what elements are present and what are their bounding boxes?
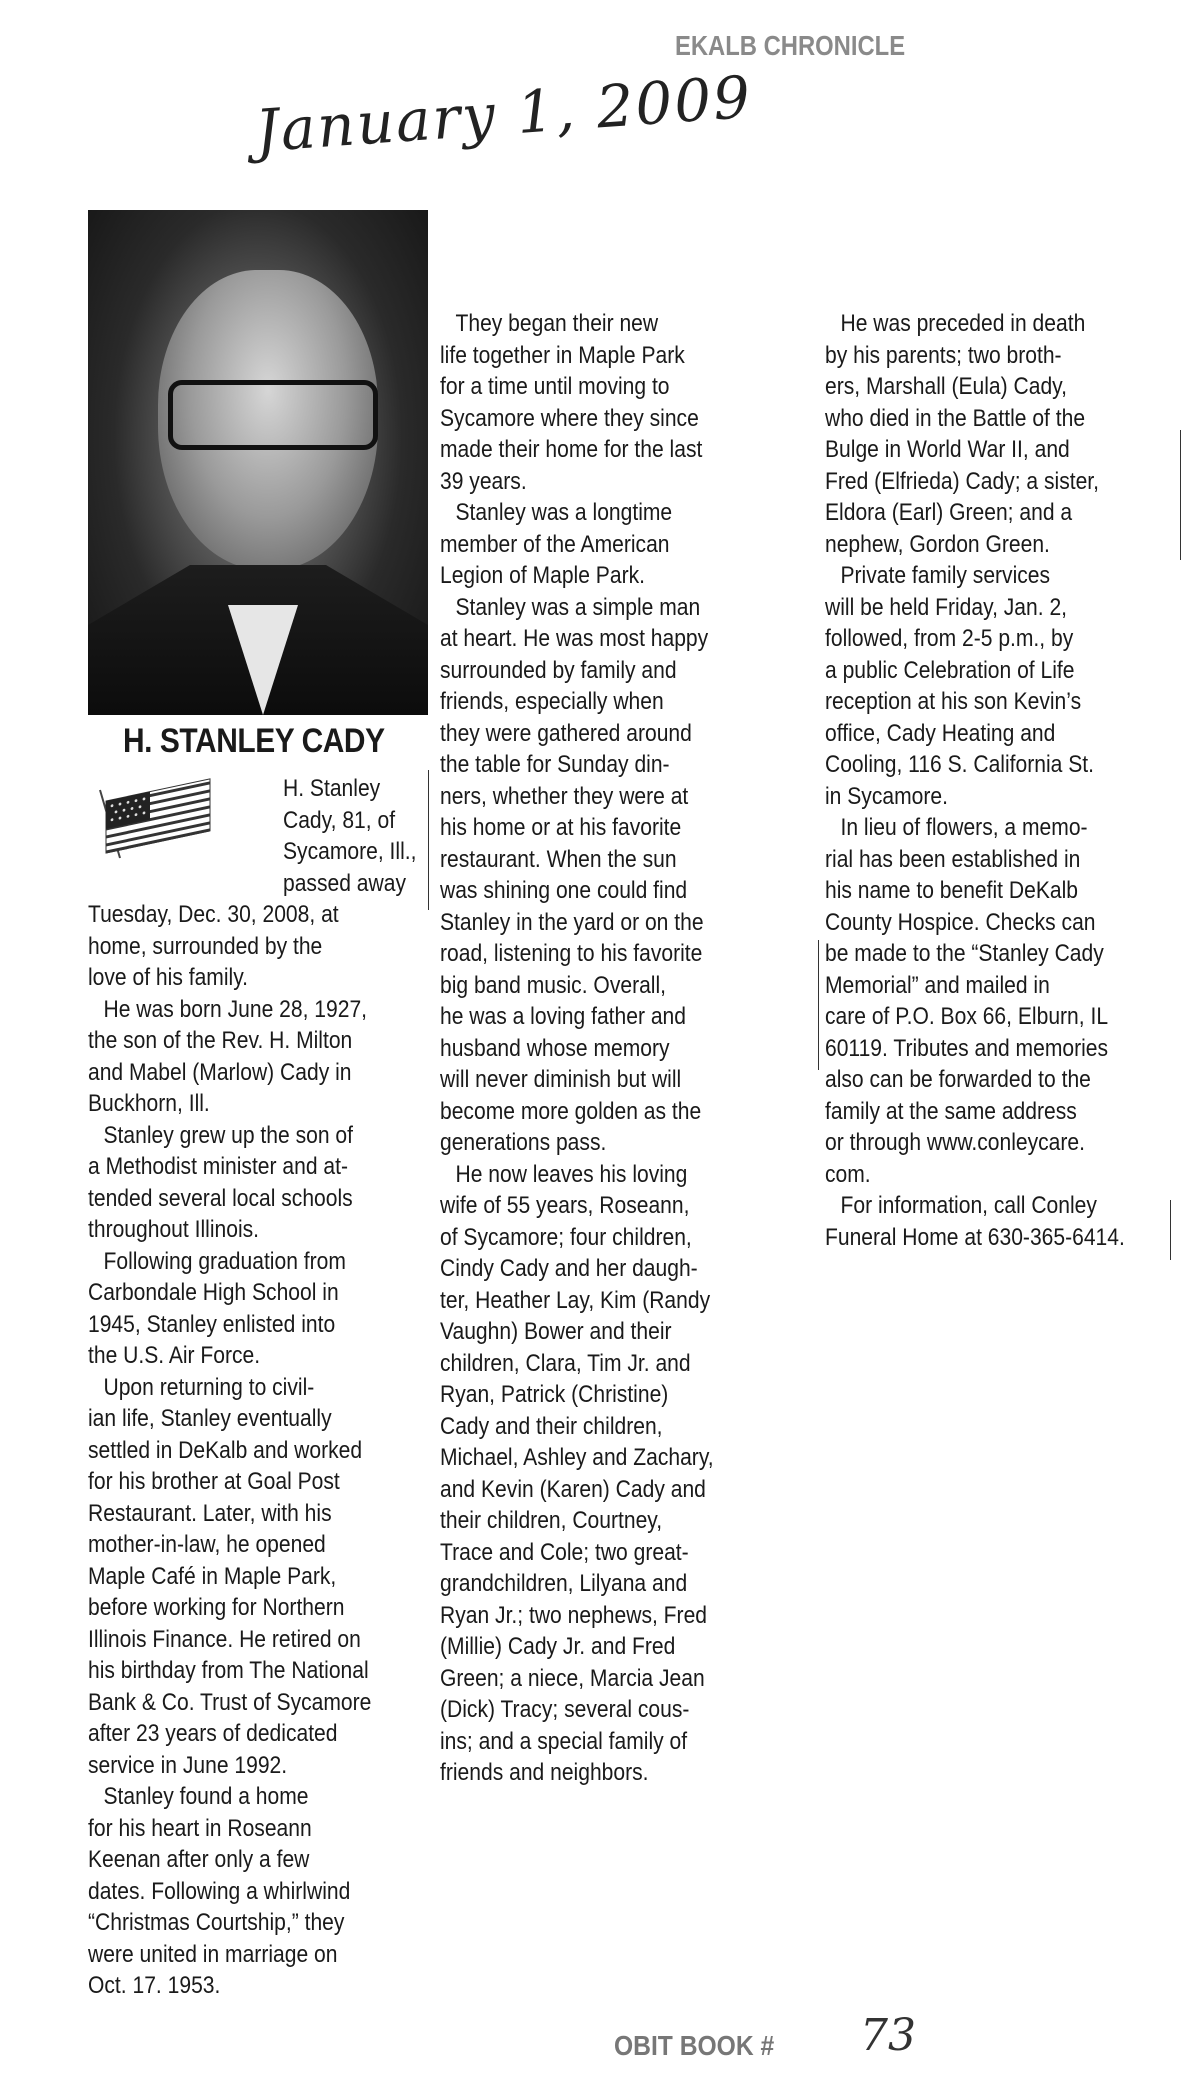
text-line: at heart. He was most happy: [440, 625, 709, 652]
text-line: 39 years.: [440, 467, 527, 495]
text-line: husband whose memory: [440, 1034, 670, 1062]
column-divider: [428, 770, 429, 910]
obit-book-label: OBIT BOOK #: [614, 2030, 775, 2061]
text-line: grandchildren, Lilyana and: [440, 1570, 688, 1597]
text-line: Ryan, Patrick (Christine): [440, 1381, 669, 1408]
column-divider: [1180, 430, 1181, 560]
text-line: settled in DeKalb and worked: [88, 1436, 363, 1464]
text-line: Memorial” and mailed in: [825, 971, 1050, 999]
text-line: throughout Illinois.: [88, 1216, 260, 1243]
text-line: For information, call Conley: [840, 1192, 1097, 1219]
text-line: and Kevin (Karen) Cady and: [440, 1475, 706, 1503]
column-1-beside-flag: [283, 773, 416, 899]
obit-book-number: 73: [860, 2010, 916, 2061]
text-line: 1945, Stanley enlisted into: [88, 1310, 336, 1338]
text-line: care of P.O. Box 66, Elburn, IL: [825, 1003, 1109, 1030]
text-line: made their home for the last: [440, 436, 703, 463]
text-line: Maple Café in Maple Park,: [88, 1562, 337, 1590]
text-line: a Methodist minister and at-: [88, 1153, 348, 1180]
text-line: be made to the “Stanley Cady: [825, 940, 1104, 967]
text-line: Cady and their children,: [440, 1412, 663, 1440]
text-line: Michael, Ashley and Zachary,: [440, 1444, 714, 1471]
column-3: [825, 308, 1125, 1253]
text-line: or through www.conleycare.: [825, 1129, 1086, 1156]
text-line: Stanley was a simple man: [455, 593, 701, 621]
text-line: Following graduation from: [103, 1247, 346, 1275]
text-line: followed, from 2-5 p.m., by: [825, 625, 1074, 652]
text-line: Cooling, 116 S. California St.: [825, 751, 1094, 778]
text-line: Carbondale High School in: [88, 1279, 339, 1306]
text-line: Stanley in the yard or on the: [440, 908, 704, 936]
text-line: surrounded by family and: [440, 656, 677, 684]
text-line: Cady, 81, of: [283, 806, 396, 834]
text-line: County Hospice. Checks can: [825, 908, 1096, 936]
text-line: nephew, Gordon Green.: [825, 530, 1050, 558]
text-line: Legion of Maple Park.: [440, 562, 645, 589]
photo-glasses: [168, 380, 378, 450]
text-line: Illinois Finance. He retired on: [88, 1625, 361, 1653]
text-line: Restaurant. Later, with his: [88, 1499, 332, 1527]
text-line: He now leaves his loving: [455, 1160, 688, 1188]
text-line: Bulge in World War II, and: [825, 436, 1070, 463]
text-line: ins; and a special family of: [440, 1727, 688, 1755]
text-line: member of the American: [440, 530, 670, 558]
text-line: he was a loving father and: [440, 1003, 686, 1030]
text-line: after 23 years of dedicated: [88, 1720, 338, 1747]
text-line: friends, especially when: [440, 688, 664, 715]
text-line: big band music. Overall,: [440, 971, 667, 999]
text-line: (Dick) Tracy; several cous-: [440, 1696, 690, 1723]
text-line: reception at his son Kevin’s: [825, 688, 1082, 715]
text-line: also can be forwarded to the: [825, 1066, 1091, 1093]
text-line: rial has been established in: [825, 845, 1081, 873]
text-line: life together in Maple Park: [440, 341, 685, 369]
text-line: Stanley was a longtime: [455, 499, 673, 526]
text-line: tended several local schools: [88, 1184, 353, 1212]
text-line: who died in the Battle of the: [825, 404, 1086, 432]
text-line: in Sycamore.: [825, 782, 948, 810]
text-line: by his parents; two broth-: [825, 341, 1062, 369]
text-line: a public Celebration of Life: [825, 656, 1075, 684]
text-line: dates. Following a whirlwind: [88, 1877, 351, 1905]
column-2: [440, 308, 714, 1789]
text-line: Trace and Cole; two great-: [440, 1538, 689, 1566]
text-line: Stanley found a home: [103, 1783, 309, 1810]
text-line: Eldora (Earl) Green; and a: [825, 499, 1073, 526]
text-line: will never diminish but will: [440, 1066, 682, 1093]
text-line: Cindy Cady and her daugh-: [440, 1255, 698, 1282]
text-line: ter, Heather Lay, Kim (Randy: [440, 1286, 711, 1314]
text-line: 60119. Tributes and memories: [825, 1034, 1109, 1062]
text-line: love of his family.: [88, 964, 249, 991]
text-line: generations pass.: [440, 1129, 607, 1156]
column-divider: [1170, 1200, 1171, 1260]
text-line: friends and neighbors.: [440, 1759, 649, 1786]
text-line: his name to benefit DeKalb: [825, 877, 1079, 904]
text-line: Ryan Jr.; two nephews, Fred: [440, 1601, 708, 1629]
handwritten-date: January 1, 2009: [253, 62, 755, 166]
text-line: his home or at his favorite: [440, 814, 682, 841]
text-line: wife of 55 years, Roseann,: [440, 1192, 690, 1219]
text-line: Stanley grew up the son of: [103, 1121, 353, 1149]
text-line: They began their new: [455, 310, 659, 337]
text-line: Keenan after only a few: [88, 1846, 310, 1873]
text-line: Green; a niece, Marcia Jean: [440, 1664, 705, 1692]
text-line: for his brother at Goal Post: [88, 1468, 340, 1495]
text-line: He was born June 28, 1927,: [103, 995, 368, 1023]
text-line: ers, Marshall (Eula) Cady,: [825, 373, 1067, 400]
text-line: the table for Sunday din-: [440, 751, 670, 778]
text-line: Upon returning to civil-: [103, 1373, 315, 1401]
publication-stamp: EKALB CHRONICLE: [675, 30, 906, 61]
text-line: the U.S. Air Force.: [88, 1342, 261, 1369]
text-line: will be held Friday, Jan. 2,: [825, 593, 1068, 621]
text-line: were united in marriage on: [88, 1940, 338, 1968]
text-line: Bank & Co. Trust of Sycamore: [88, 1688, 372, 1716]
text-line: family at the same address: [825, 1097, 1077, 1125]
text-line: home, surrounded by the: [88, 932, 323, 960]
text-line: children, Clara, Tim Jr. and: [440, 1349, 691, 1377]
column-1: [88, 899, 371, 2002]
text-line: He was preceded in death: [840, 310, 1086, 337]
text-line: Tuesday, Dec. 30, 2008, at: [88, 901, 339, 928]
text-line: com.: [825, 1160, 871, 1188]
text-line: Vaughn) Bower and their: [440, 1318, 672, 1345]
text-line: of Sycamore; four children,: [440, 1223, 692, 1251]
text-line: they were gathered around: [440, 719, 692, 747]
text-line: passed away: [283, 869, 406, 897]
text-line: Funeral Home at 630-365-6414.: [825, 1223, 1125, 1251]
text-line: (Millie) Cady Jr. and Fred: [440, 1633, 676, 1660]
column-divider: [818, 940, 819, 1070]
text-line: was shining one could find: [440, 877, 688, 904]
text-line: ian life, Stanley eventually: [88, 1405, 332, 1432]
text-line: the son of the Rev. H. Milton: [88, 1027, 353, 1054]
american-flag-icon: [92, 770, 220, 860]
text-line: for his heart in Roseann: [88, 1814, 312, 1842]
text-line: Sycamore, Ill.,: [283, 838, 417, 865]
obituary-name-heading: H. STANLEY CADY: [123, 722, 385, 760]
text-line: his birthday from The National: [88, 1657, 369, 1684]
text-line: Buckhorn, Ill.: [88, 1090, 210, 1117]
text-line: In lieu of flowers, a memo-: [840, 814, 1088, 841]
text-line: Sycamore where they since: [440, 404, 699, 432]
text-line: for a time until moving to: [440, 373, 670, 400]
text-line: road, listening to his favorite: [440, 940, 703, 967]
text-line: ners, whether they were at: [440, 782, 689, 810]
text-line: become more golden as the: [440, 1097, 702, 1125]
text-line: “Christmas Courtship,” they: [88, 1909, 345, 1936]
text-line: before working for Northern: [88, 1594, 345, 1621]
text-line: Oct. 17. 1953.: [88, 1972, 221, 1999]
text-line: mother-in-law, he opened: [88, 1531, 326, 1558]
text-line: their children, Courtney,: [440, 1507, 663, 1534]
text-line: Private family services: [840, 562, 1051, 589]
text-line: service in June 1992.: [88, 1751, 288, 1779]
text-line: restaurant. When the sun: [440, 845, 677, 873]
text-line: and Mabel (Marlow) Cady in: [88, 1058, 352, 1086]
text-line: office, Cady Heating and: [825, 719, 1056, 747]
text-line: H. Stanley: [283, 775, 381, 802]
text-line: Fred (Elfrieda) Cady; a sister,: [825, 467, 1100, 495]
portrait-photo: [88, 210, 428, 715]
